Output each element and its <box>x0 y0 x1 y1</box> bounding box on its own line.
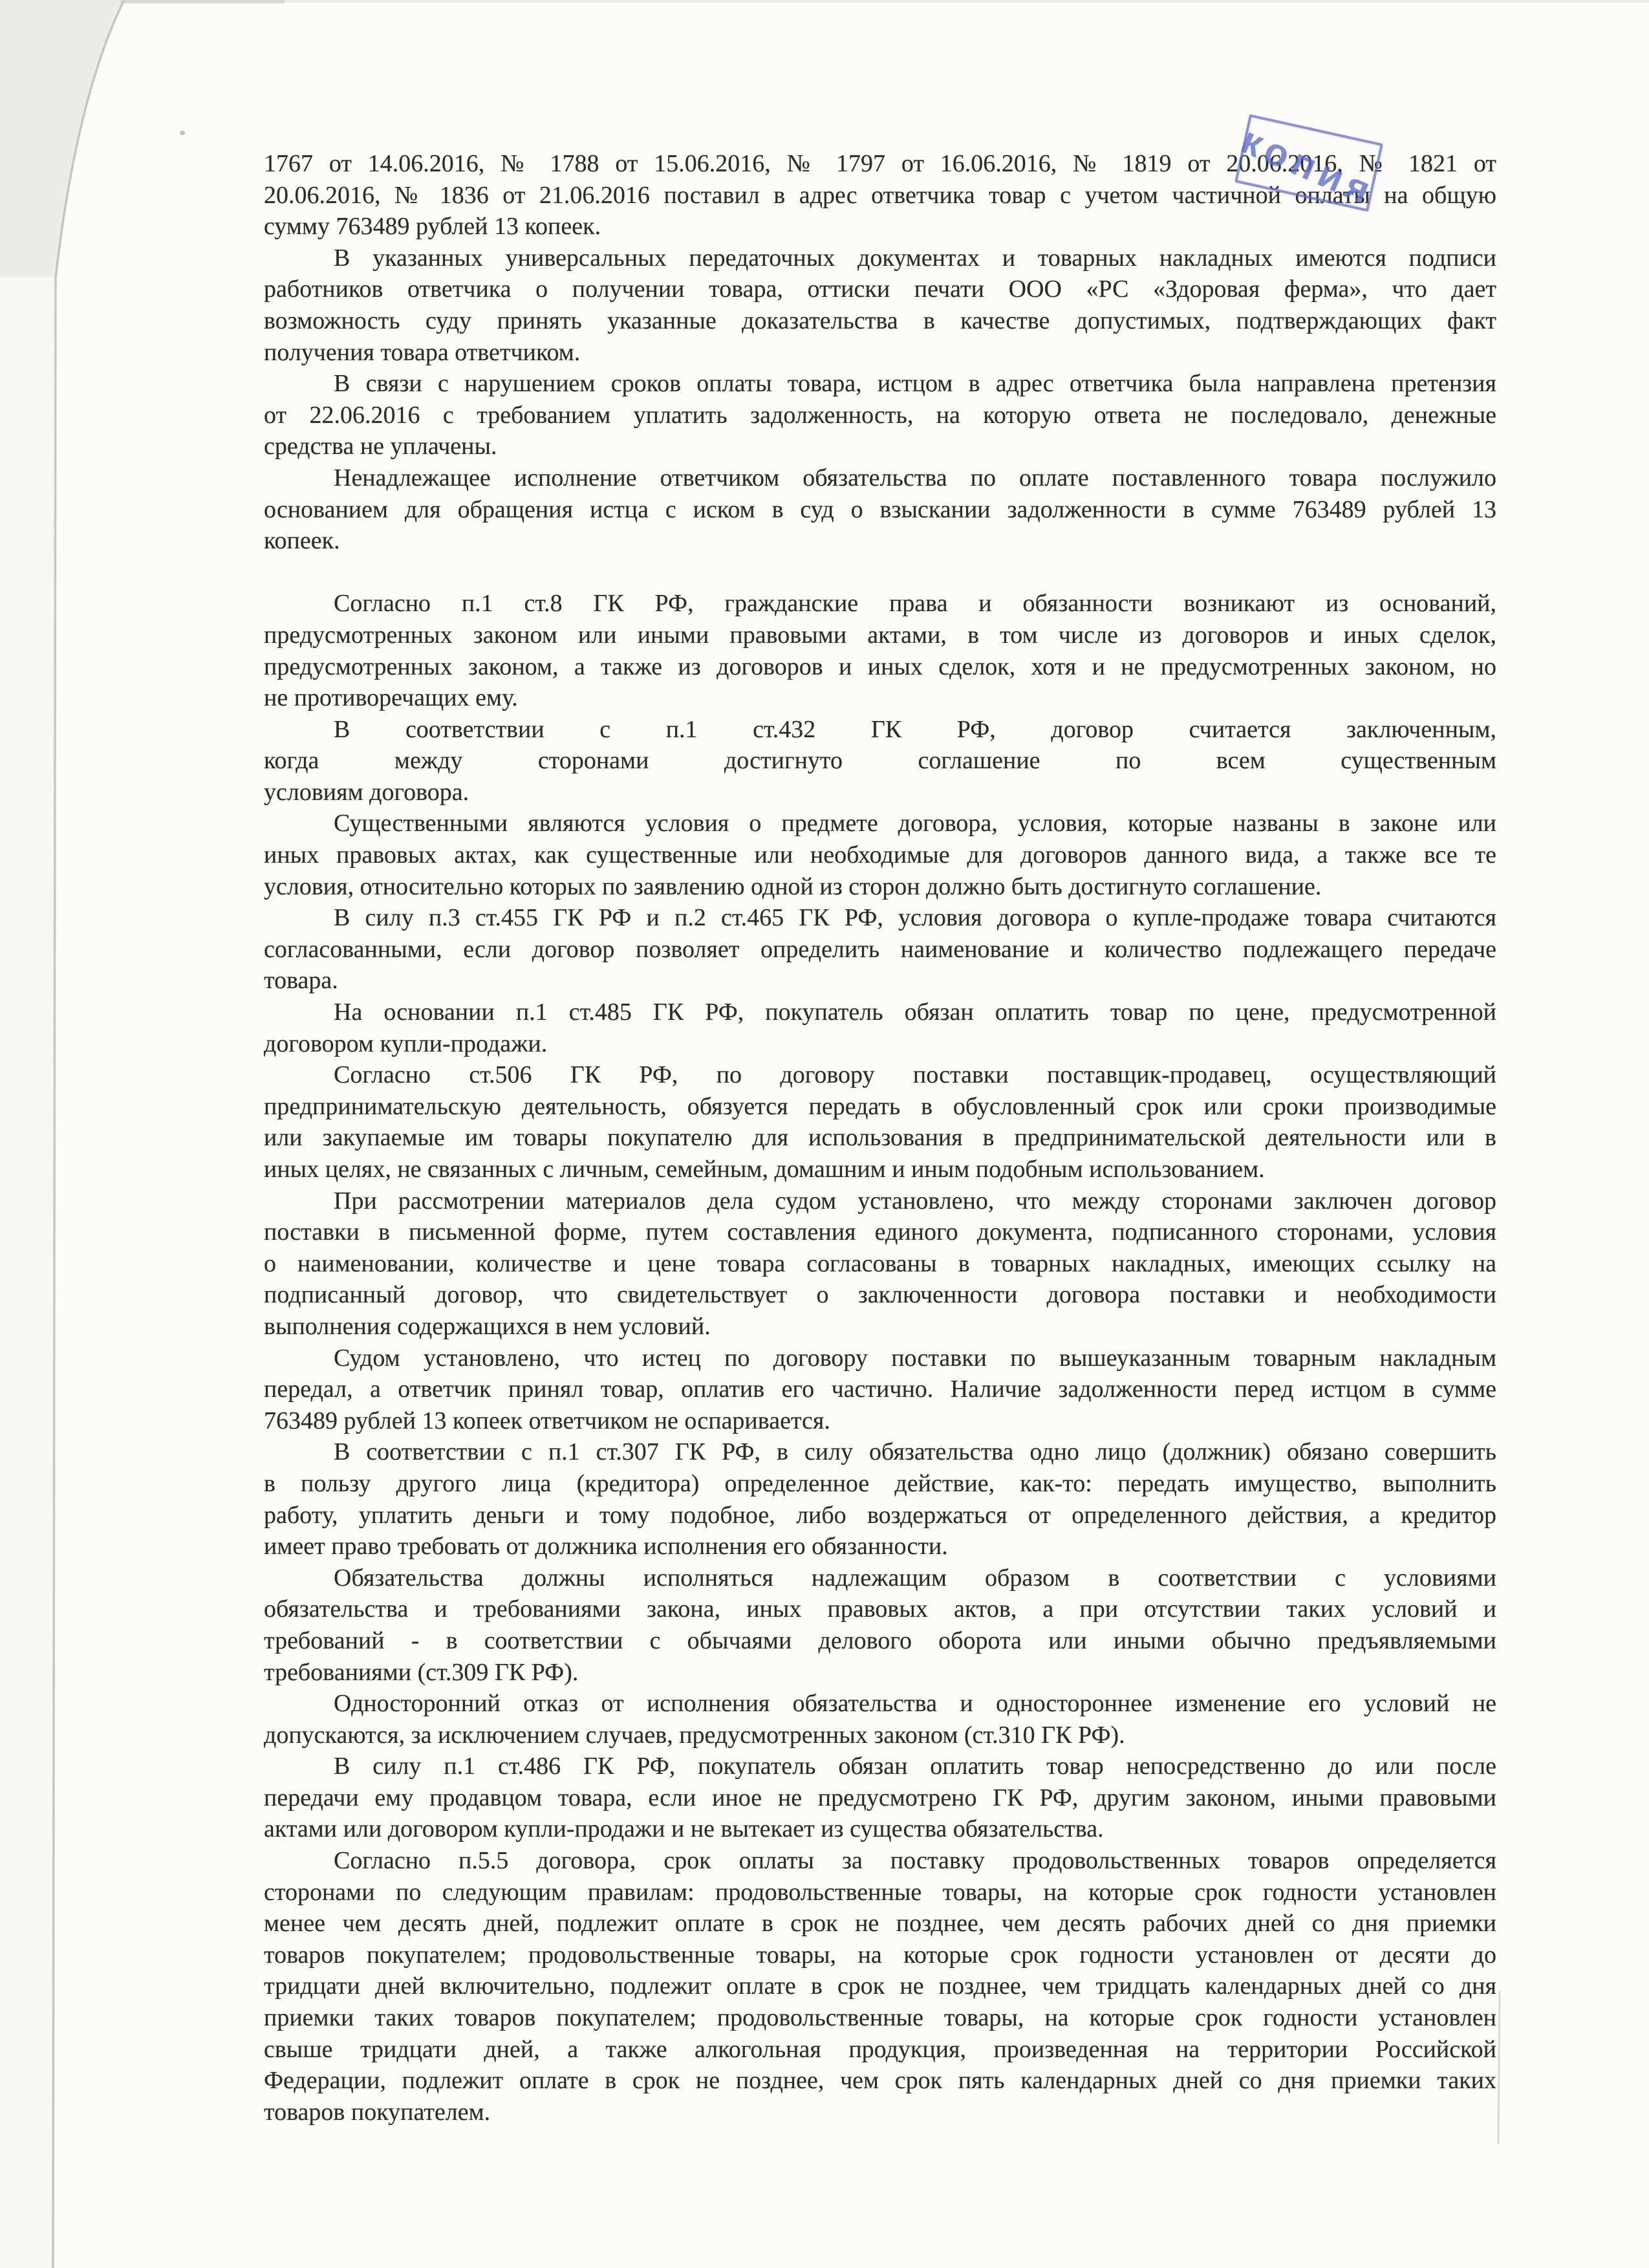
left-edge-band <box>0 277 54 2268</box>
text-line: допускаются, за исключением случаев, предусмотренных законом (ст.310 ГК РФ). <box>264 1721 1125 1749</box>
document-text-block <box>264 148 1496 2128</box>
text-line: предусмотренных законом или иными правовыми актами, в том числе из договоров и иных сделок, <box>264 621 1496 649</box>
text-line: о наименовании, количестве и цене товара согласованы в товарных накладных, имеющих ссылку на <box>264 1249 1496 1277</box>
copy-stamp-label: копия <box>1235 118 1383 214</box>
text-line: 20.06.2016, № 1836 от 21.06.2016 поставил в адрес ответчика товар с учетом частичной оплаты на общую <box>264 181 1496 209</box>
text-line: основанием для обращения истца с иском в суд о взыскании задолженности в сумме 763489 рублей 13 <box>264 495 1496 523</box>
text-line: средства не уплачены. <box>264 433 497 460</box>
paragraph <box>264 1185 1496 1343</box>
text-line: Существенными являются условия о предмете договора, условия, которые названы в законе или <box>334 810 1496 837</box>
text-line: условиям договора. <box>264 778 469 806</box>
text-line: Согласно ст.506 ГК РФ, по договору поставки поставщик-продавец, осуществляющий <box>334 1061 1496 1089</box>
text-line: приемки таких товаров покупателем; продовольственные товары, на которые срок годности установлен <box>264 2004 1496 2032</box>
text-line: товаров покупателем; продовольственные товары, на которые срок годности установлен от десяти до <box>264 1941 1496 1969</box>
paragraph <box>264 1751 1496 1845</box>
text-line: не противоречащих ему. <box>264 684 518 712</box>
text-line: сумму 763489 рублей 13 копеек. <box>264 213 601 241</box>
text-line: предусмотренных законом, а также из договоров и иных сделок, хотя и не предусмотренных законом, но <box>264 653 1496 680</box>
text-line: В связи с нарушением сроков оплаты товара, истцом в адрес ответчика была направлена претензия <box>334 370 1496 398</box>
text-line: товаров покупателем. <box>264 2098 491 2126</box>
text-line: требованиями (ст.309 ГК РФ). <box>264 1658 579 1686</box>
text-line: получения товара ответчиком. <box>264 338 581 366</box>
text-line: работу, уплатить деньги и тому подобное, либо воздержаться от определенного действия, а кредитор <box>264 1501 1496 1529</box>
text-line: свыше тридцати дней, а также алкогольная продукция, произведенная на территории Российской <box>264 2035 1496 2063</box>
text-line: актами или договором купли-продажи и не вытекает из существа обязательства. <box>264 1815 1104 1843</box>
text-line: Согласно п.5.5 договора, срок оплаты за поставку продовольственных товаров определяется <box>334 1847 1496 1875</box>
paragraph <box>264 1436 1496 1562</box>
text-line: иных целях, не связанных с личным, семейным, домашним и иным подобным использованием. <box>264 1156 1265 1183</box>
text-line: условия, относительно которых по заявлению одной из сторон должно быть достигнуто соглашение. <box>264 872 1322 900</box>
text-line: копеек. <box>264 527 340 555</box>
text-line: обязательства и требованиями закона, иных правовых актов, а при отсутствии таких условий и <box>264 1595 1496 1623</box>
text-line: При рассмотрении материалов дела судом установлено, что между сторонами заключен договор <box>334 1187 1496 1215</box>
text-line: На основании п.1 ст.485 ГК РФ, покупатель обязан оплатить товар по цене, предусмотренной <box>334 999 1496 1026</box>
paragraph <box>264 1688 1496 1751</box>
text-line: иных правовых актах, как существенные или необходимые для договоров данного вида, а также все те <box>264 841 1496 869</box>
paragraph <box>264 902 1496 997</box>
paragraph <box>264 1562 1496 1688</box>
text-line: когда между сторонами достигнуто соглашение по всем существенным <box>264 747 1496 775</box>
text-line: поставки в письменной форме, путем составления единого документа, подписанного сторонами, условия <box>264 1218 1496 1246</box>
text-line: 1767 от 14.06.2016, № 1788 от 15.06.2016, № 1797 от 16.06.2016, № 1819 от 20.06.2016, № 1821 от <box>264 150 1496 177</box>
paper-speck <box>180 131 185 135</box>
text-line: Односторонний отказ от исполнения обязательства и одностороннее изменение его условий не <box>334 1690 1496 1718</box>
text-line: согласованными, если договор позволяет определить наименование и количество подлежащего передаче <box>264 935 1496 963</box>
text-line: работников ответчика о получении товара, оттиски печати ООО «РС «Здоровая ферма», что дает <box>264 275 1496 303</box>
text-line: предпринимательскую деятельность, обязуется передать в обусловленный срок или сроки производимые <box>264 1092 1496 1120</box>
paragraph <box>264 462 1496 557</box>
text-line: В соответствии с п.1 ст.307 ГК РФ, в силу обязательства одно лицо (должник) обязано совершить <box>334 1438 1496 1466</box>
text-line: Ненадлежащее исполнение ответчиком обязательства по оплате поставленного товара послужило <box>334 464 1496 491</box>
page-edge-line <box>53 0 124 2268</box>
text-line: подписанный договор, что свидетельствует о заключенности договора поставки и необходимости <box>264 1281 1496 1309</box>
paragraph <box>264 243 1496 368</box>
text-line: от 22.06.2016 с требованием уплатить задолженность, на которую ответа не последовало, денежные <box>264 401 1496 429</box>
text-line: В силу п.3 ст.455 ГК РФ и п.2 ст.465 ГК РФ, условия договора о купле-продаже товара считаются <box>334 904 1496 932</box>
text-line: Обязательства должны исполняться надлежащим образом в соответствии с условиями <box>334 1564 1496 1592</box>
text-line: менее чем десять дней, подлежит оплате в срок не позднее, чем десять рабочих дней со дня приемки <box>264 1910 1496 1938</box>
text-line: Согласно п.1 ст.8 ГК РФ, гражданские права и обязанности возникают из оснований, <box>334 590 1496 618</box>
text-line: В силу п.1 ст.486 ГК РФ, покупатель обязан оплатить товар непосредственно до или после <box>334 1753 1496 1780</box>
bottom-right-edge-mark <box>1498 1991 1500 2144</box>
corner-backing-surface <box>0 0 124 278</box>
paragraph <box>264 1845 1496 2128</box>
text-line: требований - в соответствии с обычаями делового оборота или иными обычно предъявляемыми <box>264 1626 1496 1654</box>
text-line: в пользу другого лица (кредитора) определенное действие, как-то: передать имущество, выполнить <box>264 1469 1496 1497</box>
text-line: Федерации, подлежит оплате в срок не позднее, чем срок пять календарных дней со дня приемки таких <box>264 2067 1496 2095</box>
text-line: возможность суду принять указанные доказательства в качестве допустимых, подтверждающих факт <box>264 307 1496 334</box>
text-line: тридцати дней включительно, подлежит оплате в срок не позднее, чем тридцать календарных дней со дня <box>264 1972 1496 2000</box>
paragraph <box>264 1343 1496 1437</box>
text-line: В указанных универсальных передаточных документах и товарных накладных имеются подписи <box>334 244 1496 272</box>
text-line: 763489 рублей 13 копеек ответчиком не оспаривается. <box>264 1407 830 1434</box>
paragraph <box>264 368 1496 462</box>
text-line: договором купли-продажи. <box>264 1030 548 1057</box>
paragraph <box>264 808 1496 902</box>
text-line: имеет право требовать от должника исполнения его обязанности. <box>264 1533 948 1561</box>
text-line: сторонами по следующим правилам: продовольственные товары, на которые срок годности установлен <box>264 1878 1496 1906</box>
text-line: передал, а ответчик принял товар, оплатив его частично. Наличие задолженности перед истцом в сумме <box>264 1376 1496 1403</box>
text-line: товара. <box>264 967 338 995</box>
text-line: Судом установлено, что истец по договору поставки по вышеуказанным товарным накладным <box>334 1344 1496 1372</box>
paragraph <box>264 714 1496 808</box>
paragraph-gap <box>264 557 1496 589</box>
text-line: В соответствии с п.1 ст.432 ГК РФ, договор считается заключенным, <box>334 715 1496 743</box>
text-line: выполнения содержащихся в нем условий. <box>264 1312 711 1340</box>
paragraph <box>264 1059 1496 1185</box>
paragraph <box>264 997 1496 1059</box>
text-line: или закупаемые им товары покупателю для использования в предпринимательской деятельности или в <box>264 1124 1496 1152</box>
paragraph <box>264 588 1496 713</box>
text-line: передачи ему продавцом товара, если иное не предусмотрено ГК РФ, другим законом, иными правовыми <box>264 1784 1496 1811</box>
